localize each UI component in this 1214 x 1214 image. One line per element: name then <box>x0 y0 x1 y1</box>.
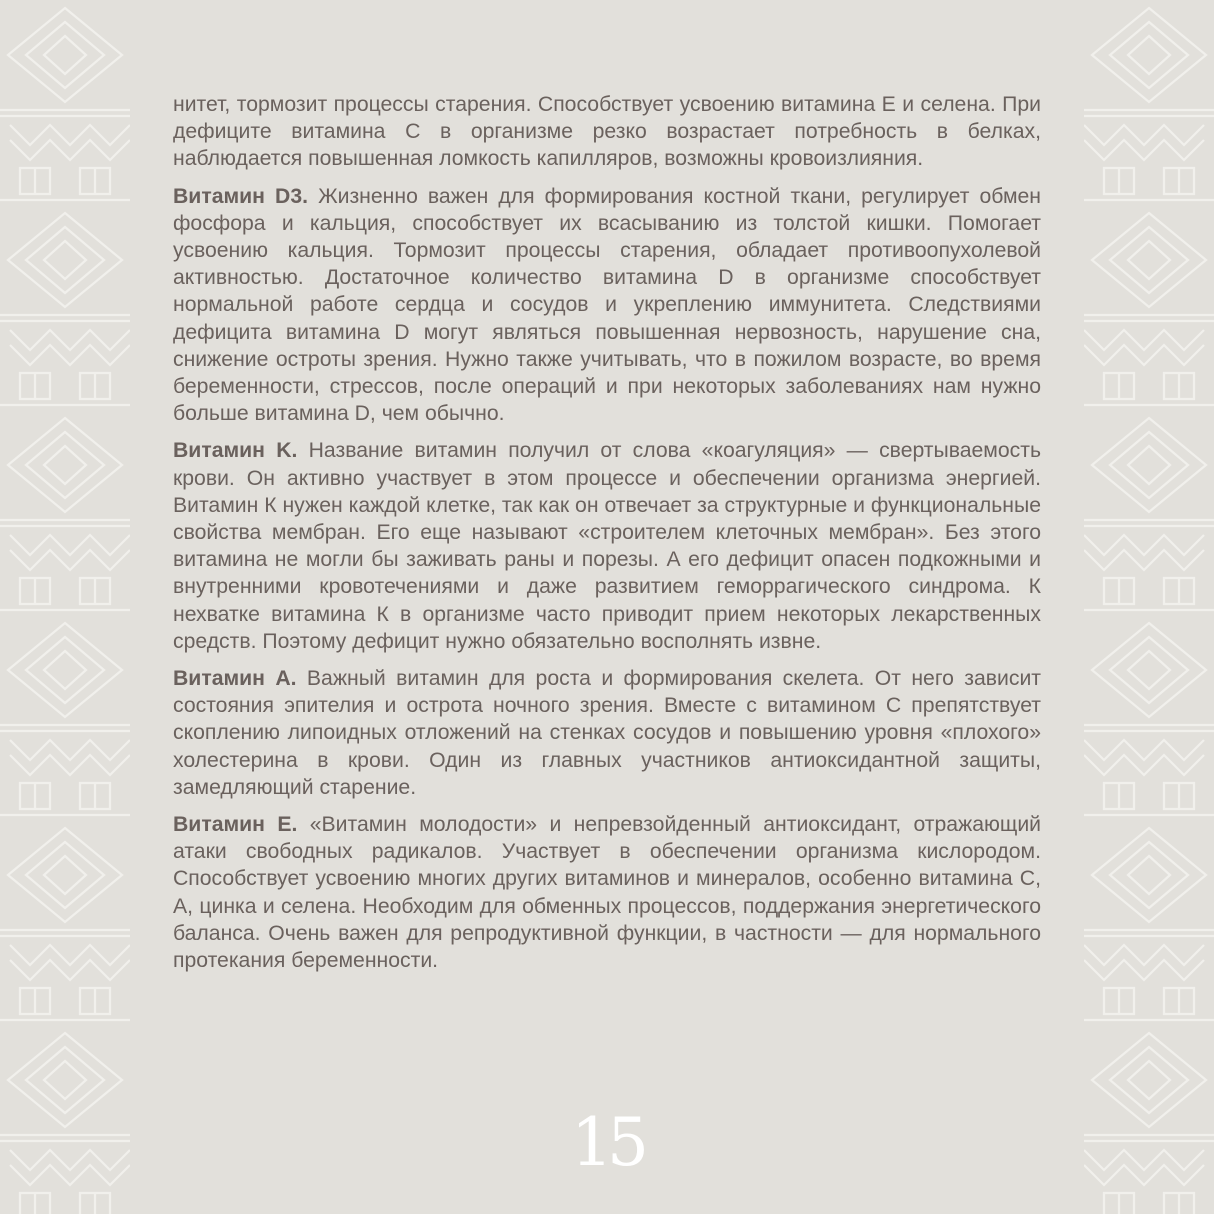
paragraph-text: нитет, тормозит процессы старения. Способствует усвоению витамина E и селена. При дефиците витамина С в организме резко возрастает потребность в белках, наблюдается повышенная ломкость капилляров, возможны кровоизлияния. <box>173 93 1041 171</box>
vitamin-a-term: Витамин А. <box>173 667 297 691</box>
paragraph-text: «Витамин молодости» и непревзойденный антиоксидант, отражающий атаки свободных радикалов. Участвует в обеспечении организма кислородом. Способствует усвоению многих других витаминов и минералов, особенно витамина С, А, цинка и селена. Необходим для обменных процессов, поддержания энергетического баланса. Очень важен для репродуктивной функции, в частности — для нормального протекания беременности. <box>173 813 1041 973</box>
paragraph-text: Важный витамин для роста и формирования скелета. От него зависит состояния эпителия и острота ночного зрения. Вместе с витамином С препятствует скоплению липоидных отложений на стенках сосудов и повышению уровня «плохого» холестерина в крови. Один из главных участников антиоксидантной защиты, замедляющий старение. <box>173 667 1041 799</box>
left-ornament-border <box>0 0 130 1214</box>
ethnic-ornament-icon <box>0 0 130 1214</box>
vitamin-d3-term: Витамин D3. <box>173 184 309 208</box>
page-number: 15 <box>571 1104 643 1181</box>
paragraph-text: Название витамин получил от слова «коагуляция» — свертываемость крови. Он активно участвует в этом процессе и обеспечении организма энергией. Витамин К нужен каждой клетке, так как он отвечает за структурные и функциональные свойства мембран. Его еще называют «строителем клеточных мембран». Без этого витамина не могли бы заживать раны и порезы. А его дефицит опасен подкожными и внутренними кровотечениями и даже развитием геморрагического синдрома. К нехватке витамина К в организме часто приводит прием некоторых лекарственных средств. Поэтому дефицит нужно обязательно восполнять извне. <box>173 439 1041 653</box>
vitamin-e-term: Витамин E. <box>173 813 298 837</box>
ethnic-ornament-icon <box>1084 0 1214 1214</box>
paragraph-vitamin-e <box>173 811 1041 974</box>
article-body <box>173 91 1041 984</box>
paragraph-vitamin-a <box>173 665 1041 801</box>
paragraph-vitamin-k <box>173 437 1041 655</box>
paragraph-text: Жизненно важен для формирования костной ткани, регулирует обмен фосфора и кальция, способствует их всасыванию из толстой кишки. Помогает усвоению кальция. Тормозит процессы старения, обладает противоопухолевой активностью. Достаточное количество витамина D в организме способствует нормальной работе сердца и сосудов и укреплению иммунитета. Следствиями дефицита витамина D могут являться повышенная нервозность, нарушение сна, снижение остроты зрения. Нужно также учитывать, что в пожилом возрасте, во время беременности, стрессов, после операций и при некоторых заболеваниях нам нужно больше витамина D, чем обычно. <box>173 184 1041 426</box>
right-ornament-border <box>1084 0 1214 1214</box>
vitamin-k-term: Витамин K. <box>173 439 298 463</box>
paragraph-vitamin-d3 <box>173 183 1041 428</box>
paragraph-continuation <box>173 91 1041 173</box>
